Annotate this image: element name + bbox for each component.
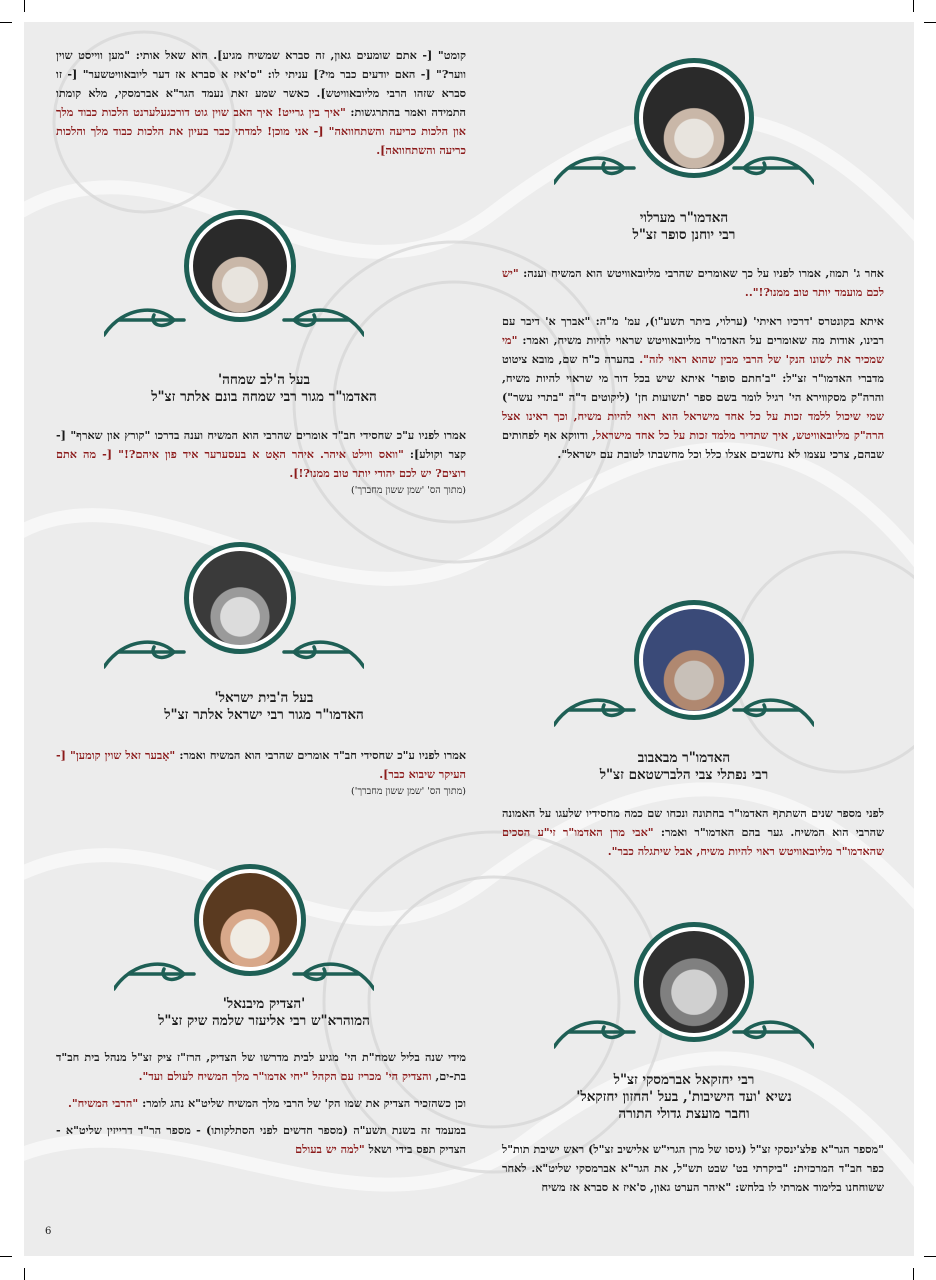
caption-erloi	[504, 210, 864, 244]
caption-subtitle: וחבר מועצת גדולי התורה	[618, 1106, 750, 1122]
caption-beit-yisrael	[84, 690, 444, 724]
caption-title: בעל ה'בית ישראל'	[214, 690, 314, 706]
portrait-erloi	[634, 58, 754, 178]
quote-highlight: "יש לכם מועמד יותר טוב ממנו?!"..	[502, 266, 884, 299]
quote-highlight: "וואס ווילט איהר. איהר האָט א בעסערער איד פון איהם?!" [- מה אתם רוצים? יש לכם יהודי יותר טוב ממנו?!].	[56, 447, 466, 480]
page	[24, 22, 914, 1256]
crop-mark	[0, 22, 12, 23]
caption-subtitle: המוהרא"ש רבי אליעזר שלמה שיק זצ"ל	[158, 1013, 370, 1029]
erloi-text	[502, 264, 884, 464]
caption-subtitle: נשיא 'ועד הישיבות', בעל 'החזון יחזקאל'	[576, 1089, 792, 1105]
source-note: (מתוך הס' 'שמן ששון מחברך')	[351, 485, 466, 496]
crop-mark	[913, 0, 914, 12]
crop-mark	[924, 22, 936, 23]
yavniel-text	[56, 1048, 466, 1159]
portrait-frame	[114, 864, 374, 994]
body-text: "מספר הגר"א פלצ'ינסקי זצ"ל (גיסו של מרן הגרי"ש אלישיב זצ"ל) ראש ישיבת תות"ל כפר חב"ד המרכזית: "ביקרתי בט' שבט תש"ל, את הגר"א אברמסקי שליט"א. לאחר ששוחחנו בלימוד אמרתי לו בלחש: "איהר הערט גאון, ס'איז א סברא אז משיח	[502, 1142, 884, 1194]
body-text: אמרו לפניו ע"כ שחסידי חב"ד אומרים שהרבי הוא המשיח ואמר:	[175, 748, 467, 762]
portrait-frame	[554, 58, 814, 188]
caption-yavniel	[84, 996, 444, 1030]
caption-subtitle: האדמו"ר מגור רבי שמחה בונם אלתר זצ"ל	[151, 389, 377, 405]
body-text: איתא בקונטרס 'דרכיו ראיתי' (ערלוי, ביתר תשע"ו), עמ' מ"ה: "אברך א' דיבר עם רבינו, אודות מה שאומרים על האדמו"ר מליובאוויטש שראוי להיות משיח, ואמר:	[502, 314, 884, 347]
caption-lev-simcha	[84, 372, 444, 406]
caption-abramsky	[504, 1072, 864, 1123]
body-text: מידי שנה בליל שמח"ת הי' מגיע לבית מדרשו של הצדיק, הרז"ז ציק זצ"ל מנהל בית חב"ד בת-ים,	[56, 1050, 466, 1083]
quote-highlight: "אבי מרן האדמו"ר זי"ע הסכים שהאדמו"ר מליובאוויטש ראוי להיות משיח, אבל שיתגלה כבר".	[502, 825, 884, 858]
portrait-yavniel	[194, 864, 306, 976]
quote-highlight: "למה יש בעולם	[295, 1142, 365, 1156]
quote-highlight: שמי שיכול ללמד זכות על כל אחד מישראל הוא ראוי להיות משיח, וכך ראינו אצל הרה"ק מליובאוויטש, איך שתדיר מלמד זכות על כל אחד מישראל,	[502, 409, 885, 442]
caption-title: האדמו"ר מערלוי	[639, 210, 729, 226]
bobov-text	[502, 804, 884, 861]
quote-highlight: והצדיק הי' מכריז עם הקהל "יחי אדמו"ר מלך המשיח לעולם ועד".	[138, 1069, 432, 1083]
body-text: אמרו לפניו ע"כ שחסידי חב"ד אומרים שהרבי הוא המשיח וענה בדרכו "קורץ און שארף" [- קצר וקולע]:	[56, 428, 466, 461]
body-text: בהערה כ"ח שם, מובא ציטוט מדברי האדמו"ר זצ"ל: "ב'חתם סופר' איתא שיש בכל דור מי שראוי להיות משיח, והרה"ק מסקווירא הי' רגיל לומר בשם ספר 'תשועות חן' (ליקוטים ד"ה "בתרי עשר")	[502, 352, 884, 404]
intro-text: קומט" [- אתם שומעים גאון, זה סברא שמשיח מגיע]. הוא שאל אותי: "מען ווייסט שוין ווער?" [- האם יודעים כבר מי?] עניתי לו: "ס'איז א סברא אז דער ליובאוויטשער" [- זו סברא שזהו הרבי מליובאוויטש]. כאשר שמע זאת נעמד הגר"א אברמסקי, מלא קומתו התמידה ואמר בהתרגשות:	[56, 48, 466, 119]
body-text: וכן כשהזכיר הצדיק את שמו הק' של הרבי מלך המשיח שליט"א נהג לומר:	[138, 1096, 466, 1110]
beit-yisrael-text	[56, 746, 466, 799]
quote-highlight: "הרבי המשיח".	[67, 1096, 139, 1110]
lev-simcha-text	[56, 426, 466, 498]
source-note: (מתוך הס' 'שמן ששון מחברך')	[351, 786, 466, 797]
caption-subtitle: האדמו"ר מגור רבי ישראל אלתר זצ"ל	[164, 707, 364, 723]
quote-highlight: "אָבער זאל שוין קומען" [- העיקר שיבוא כבר].	[56, 748, 466, 781]
body-text: במעמד זה בשנת תשע"ה (מספר חדשים לפני הסתלקותו) - מספר הר"ד דרייזין שליט"א - הצדיק תפס בידי ושאל	[56, 1123, 466, 1156]
caption-title: 'הצדיק מיבנאל'	[222, 996, 306, 1012]
portrait-frame	[104, 542, 364, 672]
abramsky-text	[502, 1140, 884, 1197]
crop-mark	[24, 1268, 25, 1280]
caption-title: רבי יחזקאל אברמסקי זצ"ל	[613, 1072, 755, 1088]
caption-subtitle: רבי יוחנן סופר זצ"ל	[632, 227, 736, 243]
caption-title: האדמו"ר מבאבוב	[637, 750, 731, 766]
body-text: ודווקא אף לפחותים שבהם, צרכי עצמו לא נחשבים אצלו כלל וכל מחשבתו לטובת עם ישראל".	[502, 428, 884, 461]
crop-mark	[24, 0, 25, 12]
portrait-frame	[554, 922, 814, 1052]
intro-text-block	[56, 46, 466, 160]
crop-mark	[0, 1256, 12, 1257]
portrait-frame	[554, 600, 814, 730]
intro-highlight: "איך בין גרייט! איך האב שוין גוט דורכגעלערנט הלכות כבוד מלך און הלכות כריעה והשתחוואה" [- אני מוכן! למדתי כבר בעיון את הלכות כבוד מלך והלכות כריעה והשתחוואה].	[56, 105, 466, 157]
portrait-lev-simcha	[184, 210, 296, 322]
caption-bobov	[504, 750, 864, 784]
crop-mark	[924, 1256, 936, 1257]
body-text: לפני מספר שנים השתתף האדמו"ר בחתונה ונכחו שם כמה מחסידיו שלעגו על האמונה שהרבי הוא המשיח. גער בהם האדמו"ר ואמר:	[502, 806, 884, 839]
quote-highlight: "מי שמכיר את לשונו הנק' של הרבי מבין שהוא ראוי לזה".	[502, 333, 884, 366]
caption-subtitle: רבי נפתלי צבי הלברשטאם זצ"ל	[599, 767, 769, 783]
body-text: אחר ג' תמוז, אמרו לפניו על כך שאומרים שהרבי מליובאוויטש הוא המשיח וענה:	[518, 266, 884, 280]
crop-mark	[913, 1268, 914, 1280]
caption-title: בעל ה'לב שמחה'	[217, 372, 311, 388]
portrait-beit-yisrael	[184, 542, 296, 654]
page-number: 6	[45, 1226, 52, 1237]
portrait-frame	[104, 210, 364, 340]
portrait-bobov	[634, 600, 754, 720]
portrait-abramsky	[634, 922, 754, 1042]
